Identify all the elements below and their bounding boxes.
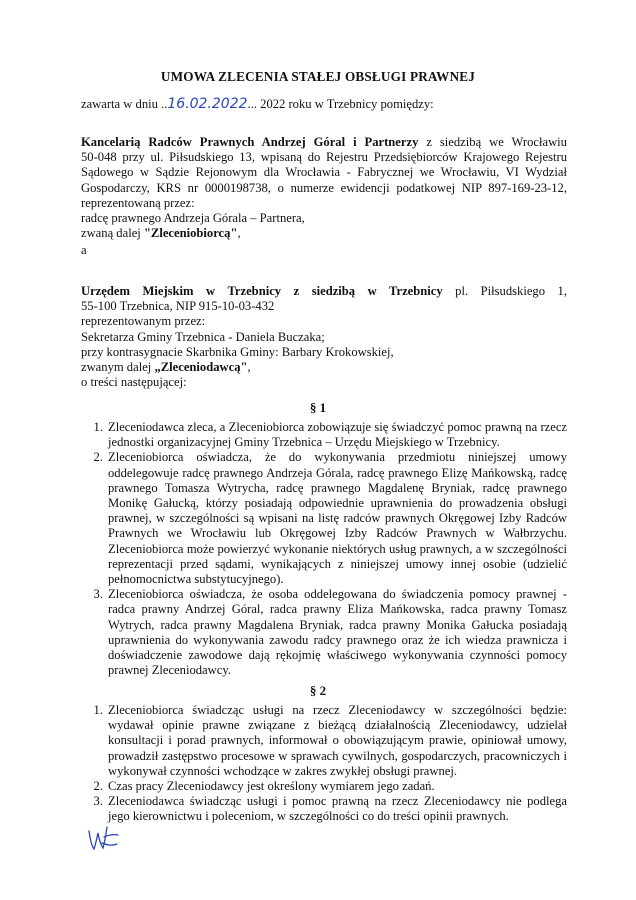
date-suffix: ... 2022 roku w Trzebnicy pomiędzy: bbox=[247, 97, 434, 111]
party1-block bbox=[81, 135, 567, 241]
party1-term: "Zleceniobiorcą" bbox=[143, 226, 238, 241]
section2-heading: § 2 bbox=[309, 683, 327, 698]
party1-line1: Kancelarią Radców Prawnych Andrzej Góral i Partnerzy z siedzibą we Wrocławiu bbox=[81, 135, 567, 149]
section2-list bbox=[81, 703, 567, 825]
section1-list bbox=[81, 420, 567, 678]
party2-line7: o treści następującej: bbox=[81, 375, 187, 390]
party1-name: Kancelarią Radców Prawnych Andrzej Góral i Partnerzy bbox=[81, 135, 419, 149]
list-item: 3. Zleceniobiorca oświadcza, że osoba oddelegowana do świadczenia pomocy prawnej - radca prawny Andrzej Góral, radca prawny Eliza Mańkowska, radca prawny Tomasz Wytrych, radca prawny Magdalena Bryniak, radca prawny Monika Gałucka posiadają uprawnienia do wykonywania zawodu radcy prawnego oraz że ich wiedza prawnicza i doświadczenie zawodowe dają rękojmię właściwego wykonywania czynności pomocy prawnej Zleceniodawcy. bbox=[93, 587, 567, 678]
conjunction: a bbox=[81, 243, 87, 257]
list-item: 2. Zleceniobiorca oświadcza, że do wykonywania przedmiotu niniejszej umowy oddelegowuje radcę prawnego Andrzeja Górala, radcę prawnego Elizę Mańkowską, radcę prawnego Tomasza Wytrycha, radcę prawnego Magdalenę Bryniak, radcę prawnego Monikę Gałucką, którzy posiadają odpowiednie uprawnienia do prowadzenia obsługi prawnej, w szczególności są wpisani na listę radców prawnych Okręgowej Izby Radców Prawnych we Wrocławiu lub Okręgowej Izby Radców Prawnych w Wałbrzychu. Zleceniobiorca może powierzyć wykonanie niektórych usług prawnych, a w szczególności reprezentacji przed sądami, wynikających z niniejszej umowy innej osobie (udzielić pełnomocnictwa substytucyjnego). bbox=[93, 450, 567, 587]
party2-name: Urzędem Miejskim w Trzebnicy z siedzibą w Trzebnicy bbox=[81, 284, 443, 298]
list-item: 1. Zleceniodawca zleca, a Zleceniobiorca zobowiązuje się świadczyć pomoc prawną na rzecz jednostki organizacyjnej Gminy Trzebnica – Urzędu Miejskiego w Trzebnicy. bbox=[93, 420, 567, 450]
party2-line3: reprezentowanym przez: bbox=[81, 314, 206, 329]
signature-initials-icon bbox=[86, 823, 120, 853]
party1-line4: Gospodarczy, KRS nr 0000198738, o numerze ewidencji podatkowej NIP 897-169-23-12, bbox=[81, 180, 567, 195]
section1-heading: § 1 bbox=[309, 400, 327, 415]
party2-line6: zwanym dalej „Zleceniodawcą", bbox=[81, 360, 251, 375]
list-item: 1. Zleceniobiorca świadcząc usługi na rzecz Zleceniodawcy w szczególności będzie: wydawał opinie prawne związane z bieżącą działalnością Zleceniodawcy, udzielał konsultacji i porad prawnych, informował o obowiązującym prawie, opiniował umowy, prowadził zastępstwo procesowe w sprawach cywilnych, gospodarczych, pracowniczych i wykonywał czynności wchodzące w zakres zwykłej obsługi prawnej. bbox=[93, 703, 567, 778]
party2-block bbox=[81, 284, 567, 390]
party2-line1: Urzędem Miejskim w Trzebnicy z siedzibą w Trzebnicy pl. Piłsudskiego 1, bbox=[81, 284, 567, 298]
date-line bbox=[81, 97, 567, 112]
party2-line5: przy kontrasygnacie Skarbnika Gminy: Barbary Krokowskiej, bbox=[81, 344, 394, 359]
document-title: UMOWA ZLECENIA STAŁEJ OBSŁUGI PRAWNEJ bbox=[160, 69, 476, 84]
date-prefix: zawarta w dniu .. bbox=[81, 97, 168, 111]
party2-term: „Zleceniodawcą" bbox=[154, 360, 248, 375]
party1-line3: Sądowego w Sądzie Rejonowym dla Wrocławia - Fabrycznej we Wrocławiu, VI Wydział bbox=[81, 165, 567, 180]
party1-line6: radcę prawnego Andrzeja Górala – Partnera, bbox=[81, 211, 305, 226]
party1-line5: reprezentowaną przez: bbox=[81, 195, 195, 210]
party1-line2: 50-048 przy ul. Piłsudskiego 13, wpisaną do Rejestru Przedsiębiorców Krajowego Rejestru bbox=[81, 150, 567, 165]
party2-line2: 55-100 Trzebnica, NIP 915-10-03-432 bbox=[81, 299, 275, 314]
party2-line4: Sekretarza Gminy Trzebnica - Daniela Buczaka; bbox=[81, 329, 325, 344]
list-item: 3. Zleceniodawca świadcząc usługi i pomoc prawną na rzecz Zleceniodawcy nie podlega jego kierownictwu i poleceniom, w szczególności co do treści opinii prawnych. bbox=[93, 794, 567, 824]
list-item: 2. Czas pracy Zleceniodawcy jest określony wymiarem jego zadań. bbox=[93, 779, 435, 794]
handwritten-date: 16.02.2022 bbox=[167, 96, 248, 112]
party1-line7: zwaną dalej "Zleceniobiorcą", bbox=[81, 226, 241, 241]
